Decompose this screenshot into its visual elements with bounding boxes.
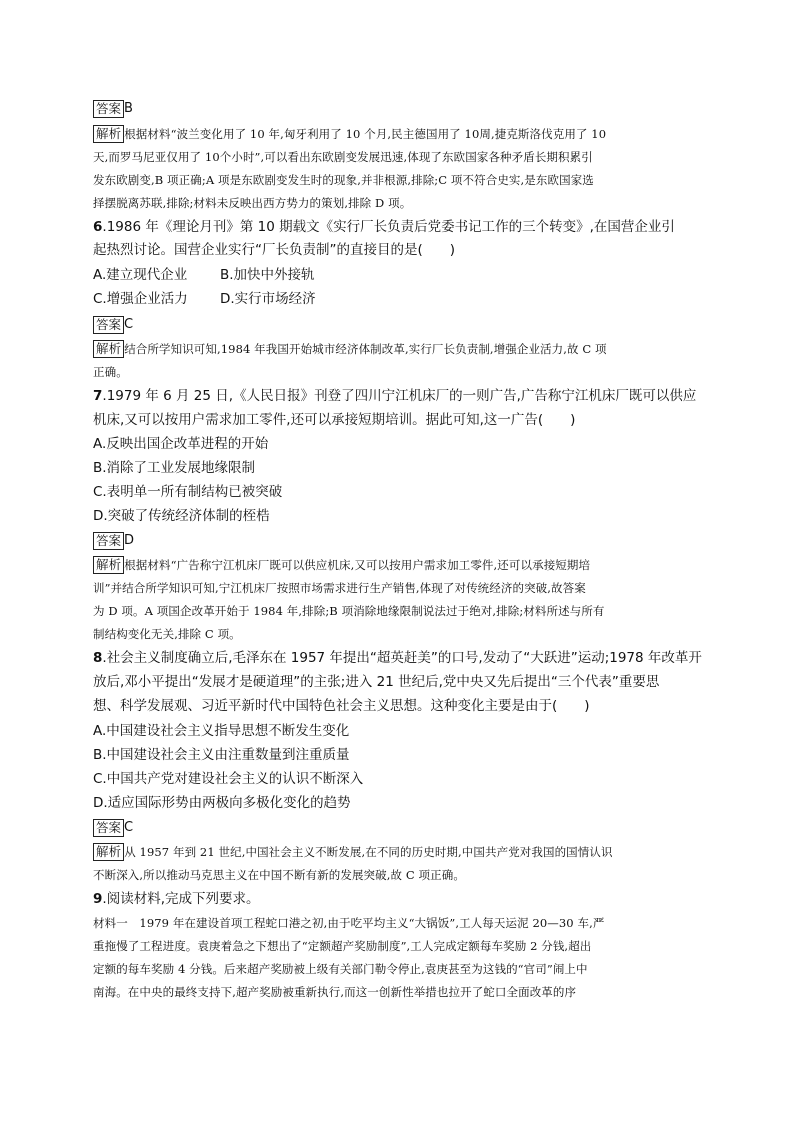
analysis-tag: 解析 (93, 340, 124, 358)
option-b: B.中国建设社会主义由注重数量到注重质量 (93, 747, 350, 763)
option-c: C.增强企业活力 (93, 291, 188, 307)
question-number: 6 (93, 219, 103, 235)
question-text: 放后,邓小平提出“发展才是硬道理”的主张;进入 21 世纪后,党中央又先后提出“三个代表”重要思 (93, 674, 660, 690)
material-text: 材料一 1979 年在建设首项工程蛇口港之初,由于吃平均主义“大锅饭”,工人每天运泥 20—30 车,严 (93, 916, 605, 930)
answer-value: C (124, 317, 134, 332)
analysis-row (93, 340, 607, 358)
material-text: 定额的每车奖励 4 分钱。后来超产奖励被上级有关部门勒令停止,袁庚甚至为这钱的“官司”闹上中 (93, 962, 588, 976)
analysis-text: 天,而罗马尼亚仅用了 10个小时”,可以看出东欧剧变发展迅速,体现了东欧国家各种矛盾长期积累引 (93, 150, 593, 164)
analysis-text: 不断深入,所以推动马克思主义在中国不断有新的发展突破,故 C 项正确。 (93, 868, 465, 882)
answer-row (93, 316, 133, 334)
analysis-row (93, 125, 606, 143)
analysis-text: 训”并结合所学知识可知,宁江机床厂按照市场需求进行生产销售,体现了对传统经济的突破,故答案 (93, 581, 586, 595)
answer-tag: 答案 (93, 100, 124, 118)
question-text: .1979 年 6 月 25 日,《人民日报》刊登了四川宁江机床厂的一则广告,广告称宁江机床厂既可以供应 (102, 388, 697, 404)
analysis-text: 从 1957 年到 21 世纪,中国社会主义不断发展,在不同的历史时期,中国共产党对我国的国情认识 (124, 845, 613, 859)
question-text: .1986 年《理论月刊》第 10 期载文《实行厂长负责后党委书记工作的三个转变》,在国营企业引 (102, 219, 675, 235)
question-text: 起热烈讨论。国营企业实行“厂长负责制”的直接目的是( ) (93, 242, 456, 258)
analysis-text: 正确。 (93, 365, 128, 379)
option-d: D.适应国际形势由两极向多极化变化的趋势 (93, 795, 351, 811)
answer-row (93, 819, 133, 837)
option-a: A.建立现代企业 (93, 267, 188, 283)
option-row (93, 266, 315, 284)
analysis-text: 制结构变化无关,排除 C 项。 (93, 627, 241, 641)
option-row (93, 290, 316, 308)
question-text: .社会主义制度确立后,毛泽东在 1957 年提出“超英赶美”的口号,发动了“大跃进”运动;1978 年改革开 (102, 650, 702, 666)
answer-row (93, 100, 133, 118)
option-a: A.反映出国企改革进程的开始 (93, 436, 269, 452)
option-c: C.表明单一所有制结构已被突破 (93, 484, 283, 500)
answer-value: D (124, 533, 135, 548)
material-text: 南海。在中央的最终支持下,超产奖励被重新执行,而这一创新性举措也拉开了蛇口全面改革的序 (93, 985, 577, 999)
answer-row (93, 532, 134, 550)
question-text: 想、科学发展观、习近平新时代中国特色社会主义思想。这种变化主要是由于( ) (93, 698, 590, 714)
analysis-row (93, 556, 590, 574)
question-stem (93, 890, 260, 908)
question-number: 7 (93, 388, 103, 404)
analysis-text: 根据材料“波兰变化用了 10 年,匈牙利用了 10 个月,民主德国用了 10周,捷克斯洛伐克用了 10 (124, 127, 607, 141)
analysis-text: 择摆脱离苏联,排除;材料未反映出西方势力的策划,排除 D 项。 (93, 196, 412, 210)
answer-value: B (124, 101, 133, 116)
question-text: .阅读材料,完成下列要求。 (102, 891, 260, 907)
analysis-text: 结合所学知识可知,1984 年我国开始城市经济体制改革,实行厂长负责制,增强企业活力,故 C 项 (124, 342, 607, 356)
question-stem (93, 649, 702, 667)
option-d: D.实行市场经济 (220, 291, 316, 307)
answer-tag: 答案 (93, 532, 124, 550)
option-b: B.消除了工业发展地缘限制 (93, 460, 256, 476)
answer-tag: 答案 (93, 316, 124, 334)
question-text: 机床,又可以按用户需求加工零件,还可以承接短期培训。据此可知,这一广告( ) (93, 412, 576, 428)
analysis-tag: 解析 (93, 843, 124, 861)
analysis-row (93, 843, 613, 861)
option-b: B.加快中外接轨 (220, 267, 315, 283)
analysis-tag: 解析 (93, 125, 124, 143)
option-d: D.突破了传统经济体制的桎梏 (93, 508, 270, 524)
option-a: A.中国建设社会主义指导思想不断发生变化 (93, 723, 350, 739)
analysis-text: 为 D 项。A 项国企改革开始于 1984 年,排除;B 项消除地缘限制说法过于绝对,排除;材料所述与所有 (93, 604, 605, 618)
question-stem (93, 218, 675, 236)
analysis-text: 发东欧剧变,B 项正确;A 项是东欧剧变发生时的现象,并非根源,排除;C 项不符合史实,是东欧国家选 (93, 173, 594, 187)
answer-value: C (124, 820, 134, 835)
question-number: 9 (93, 891, 103, 907)
answer-tag: 答案 (93, 819, 124, 837)
question-stem (93, 387, 696, 405)
option-c: C.中国共产党对建设社会主义的认识不断深入 (93, 771, 364, 787)
question-number: 8 (93, 650, 103, 666)
analysis-tag: 解析 (93, 556, 124, 574)
material-text: 重拖慢了工程进度。袁庚着急之下想出了“定额超产奖励制度”,工人完成定额每车奖励 2 分钱,超出 (93, 939, 592, 953)
analysis-text: 根据材料“广告称宁江机床厂既可以供应机床,又可以按用户需求加工零件,还可以承接短期培 (124, 558, 591, 572)
